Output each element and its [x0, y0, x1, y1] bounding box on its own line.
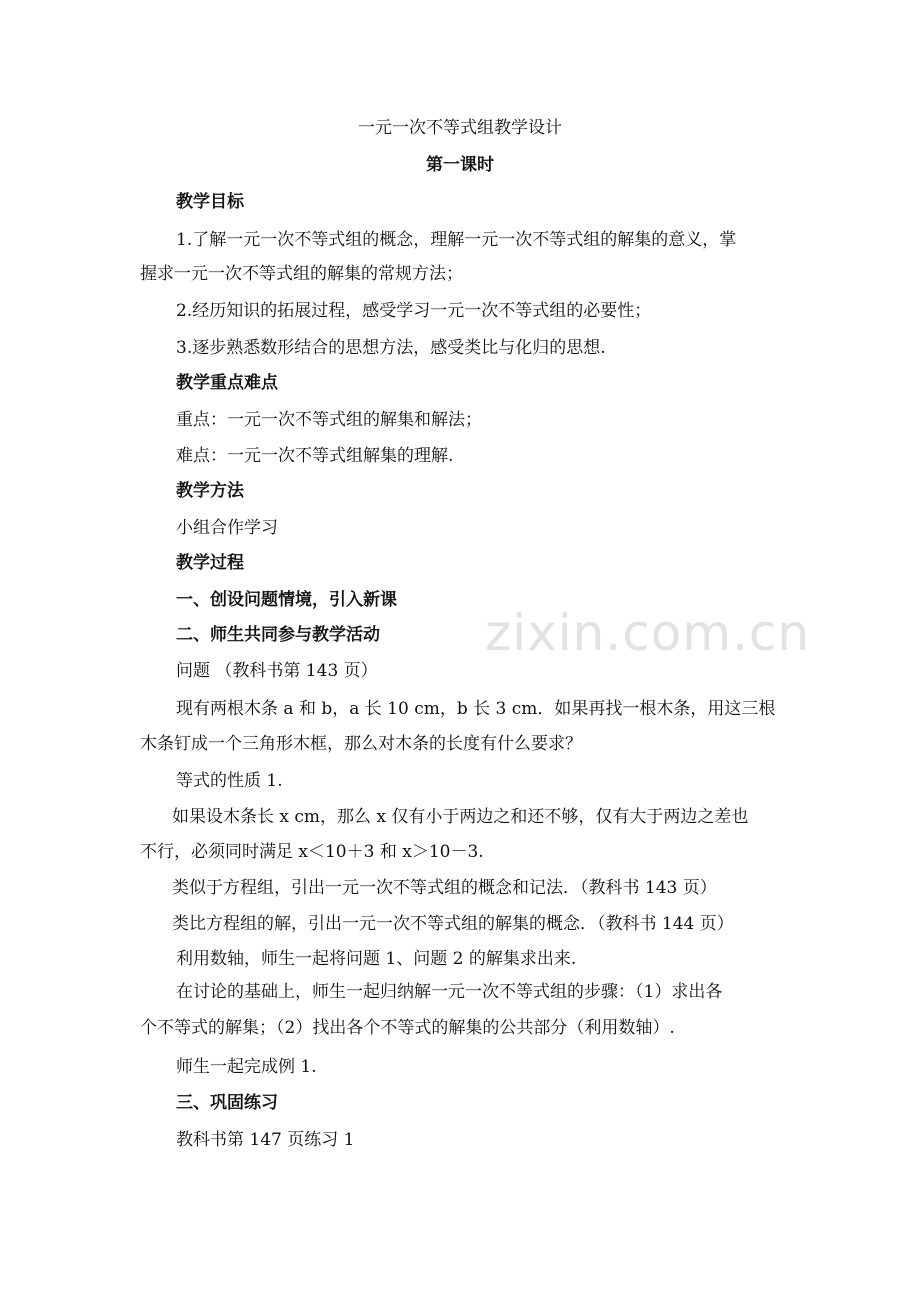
- goal-1-line-1: 1.了解一元一次不等式组的概念，理解一元一次不等式组的解集的意义，掌: [176, 230, 737, 250]
- heading-goals: 教学目标: [176, 192, 244, 212]
- goal-1-line-2: 握求一元一次不等式组的解集的常规方法；: [140, 264, 463, 284]
- section-2-heading: 二、师生共同参与教学活动: [176, 625, 380, 645]
- section-3-heading: 三、巩固练习: [176, 1093, 278, 1113]
- difficulty-point: 难点：一元一次不等式组解集的理解.: [176, 446, 454, 466]
- heading-key-points: 教学重点难点: [176, 373, 278, 393]
- paragraph-3-line-1: 如果设木条长 x cm，那么 x 仅有小于两边之和还不够，仅有大于两边之差也: [172, 807, 749, 827]
- paragraph-6: 利用数轴，师生一起将问题 1、问题 2 的解集求出来.: [176, 949, 577, 969]
- paragraph-1-line-2: 木条钉成一个三角形木框，那么对木条的长度有什么要求？: [140, 734, 582, 754]
- paragraph-7-line-1: 在讨论的基础上，师生一起归纳解一元一次不等式组的步骤：（1）求出各: [176, 982, 723, 1002]
- document-title: 一元一次不等式组教学设计: [358, 118, 562, 138]
- heading-method: 教学方法: [176, 481, 244, 501]
- goal-2: 2.经历知识的拓展过程，感受学习一元一次不等式组的必要性；: [176, 301, 652, 321]
- watermark: zixin.com.cn: [485, 604, 811, 662]
- section-1-heading: 一、创设问题情境，引入新课: [176, 590, 397, 610]
- paragraph-1-line-1: 现有两根木条 a 和 b，a 长 10 cm，b 长 3 cm．如果再找一根木条，用这三根: [176, 699, 776, 719]
- heading-process: 教学过程: [176, 553, 244, 573]
- paragraph-5: 类比方程组的解，引出一元一次不等式组的解集的概念．（教科书 144 页）: [172, 914, 734, 934]
- paragraph-2: 等式的性质 1.: [176, 771, 283, 791]
- lesson-subtitle: 第一课时: [426, 155, 494, 175]
- goal-3: 3.逐步熟悉数形结合的思想方法，感受类比与化归的思想.: [176, 338, 606, 358]
- paragraph-7-line-2: 个不等式的解集；（2）找出各个不等式的解集的公共部分（利用数轴）.: [140, 1018, 675, 1038]
- key-point: 重点：一元一次不等式组的解集和解法；: [176, 410, 482, 430]
- exercise-reference: 教科书第 147 页练习 1: [176, 1130, 355, 1150]
- paragraph-4: 类似于方程组，引出一元一次不等式组的概念和记法．（教科书 143 页）: [172, 878, 717, 898]
- paragraph-8: 师生一起完成例 1.: [176, 1057, 317, 1077]
- paragraph-3-line-2: 不行，必须同时满足 x＜10＋3 和 x＞10－3.: [140, 842, 484, 862]
- problem-reference: 问题 （教科书第 143 页）: [176, 661, 378, 681]
- method-text: 小组合作学习: [176, 518, 278, 538]
